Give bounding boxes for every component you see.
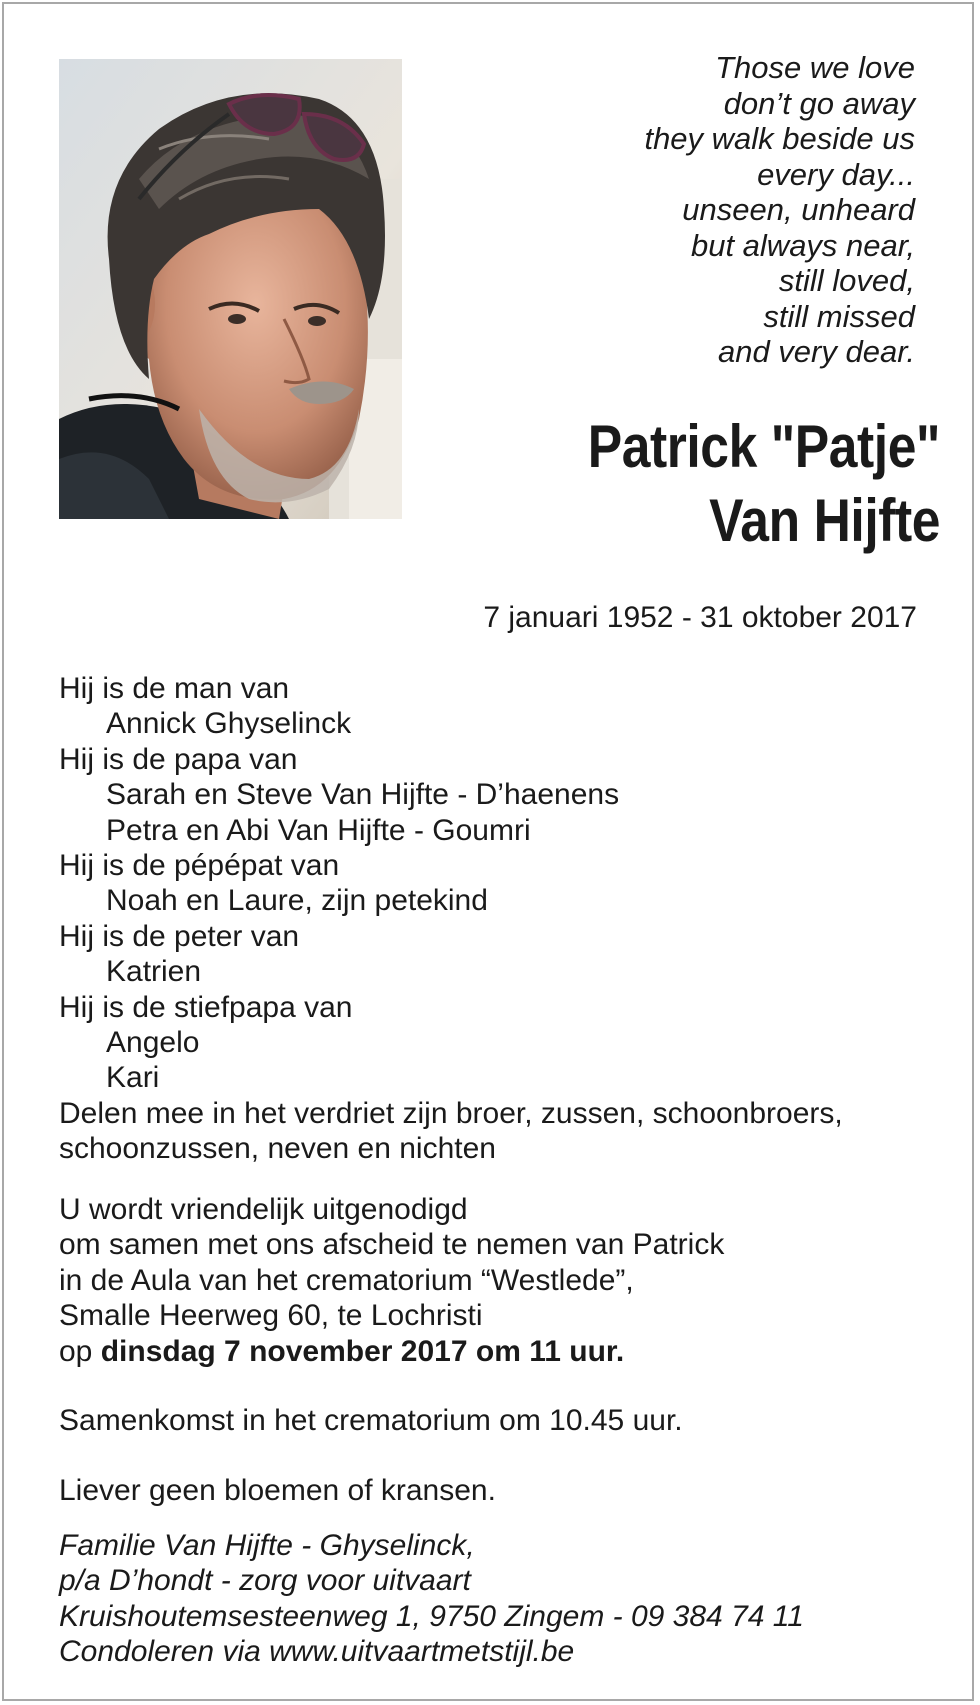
shared-grief-line: Delen mee in het verdriet zijn broer, zussen, schoonbroers, [59,1096,843,1130]
ceremony-date: dinsdag 7 november 2017 om 11 uur. [100,1334,625,1368]
poem-line: unseen, unheard [682,192,915,227]
relation-heading: Hij is de man van [59,672,290,705]
life-dates: 7 januari 1952 - 31 oktober 2017 [483,601,917,634]
poem-line: and very dear. [717,334,915,369]
poem-line: still loved, [778,263,915,298]
poem-line: Those we love [715,50,915,85]
contact-funeral-home: p/a D’hondt - zorg voor uitvaart [59,1564,471,1598]
portrait-photo [59,59,402,519]
contact-family: Familie Van Hijfte - Ghyselinck, [59,1529,475,1562]
relation-heading: Hij is de papa van [59,742,298,776]
poem-line: don’t go away [723,85,915,121]
ceremony-datetime [59,1334,939,1369]
relation-heading: Hij is de peter van [59,919,300,953]
relative-name: Sarah en Steve Van Hijfte - D’haenens [106,778,620,812]
relative-name: Kari [106,1061,160,1095]
poem [495,50,915,370]
gathering-note: Samenkomst in het crematorium om 10.45 uur. [59,1404,683,1437]
invitation-line: Smalle Heerweg 60, te Lochristi [59,1299,483,1333]
invitation-line: om samen met ons afscheid te nemen van Patrick [59,1228,725,1262]
relative-name: Petra en Abi Van Hijfte - Goumri [106,813,531,847]
condolence-link[interactable]: Condoleren via www.uitvaartmetstijl.be [59,1635,575,1669]
invitation-line: in de Aula van het crematorium “Westlede”, [59,1263,634,1297]
relative-name: Angelo [106,1026,200,1060]
family-list [59,671,939,1167]
contact-block [59,1528,804,1670]
invitation-line: U wordt vriendelijk uitgenodigd [59,1193,468,1226]
poem-line: they walk beside us [644,121,915,156]
relation-heading: Hij is de pépépat van [59,849,340,883]
invitation [59,1192,939,1369]
contact-address: Kruishoutemsesteenweg 1, 9750 Zingem - 09 384 74 11 [59,1599,804,1633]
ceremony-prefix: op [59,1334,93,1368]
relative-name: Katrien [106,955,202,989]
poem-line: every day... [757,156,915,192]
poem-line: but always near, [690,227,915,263]
relation-heading: Hij is de stiefpapa van [59,990,353,1024]
shared-grief-line: schoonzussen, neven en nichten [59,1132,496,1166]
relative-name: Noah en Laure, zijn petekind [106,884,488,918]
poem-line: still missed [763,298,915,334]
relative-name: Annick Ghyselinck [106,707,352,741]
name-line-1: Patrick "Patje" [587,413,940,480]
name-line-2: Van Hijfte [709,487,940,554]
deceased-name [380,410,940,558]
no-flowers-note: Liever geen bloemen of kransen. [59,1474,496,1507]
